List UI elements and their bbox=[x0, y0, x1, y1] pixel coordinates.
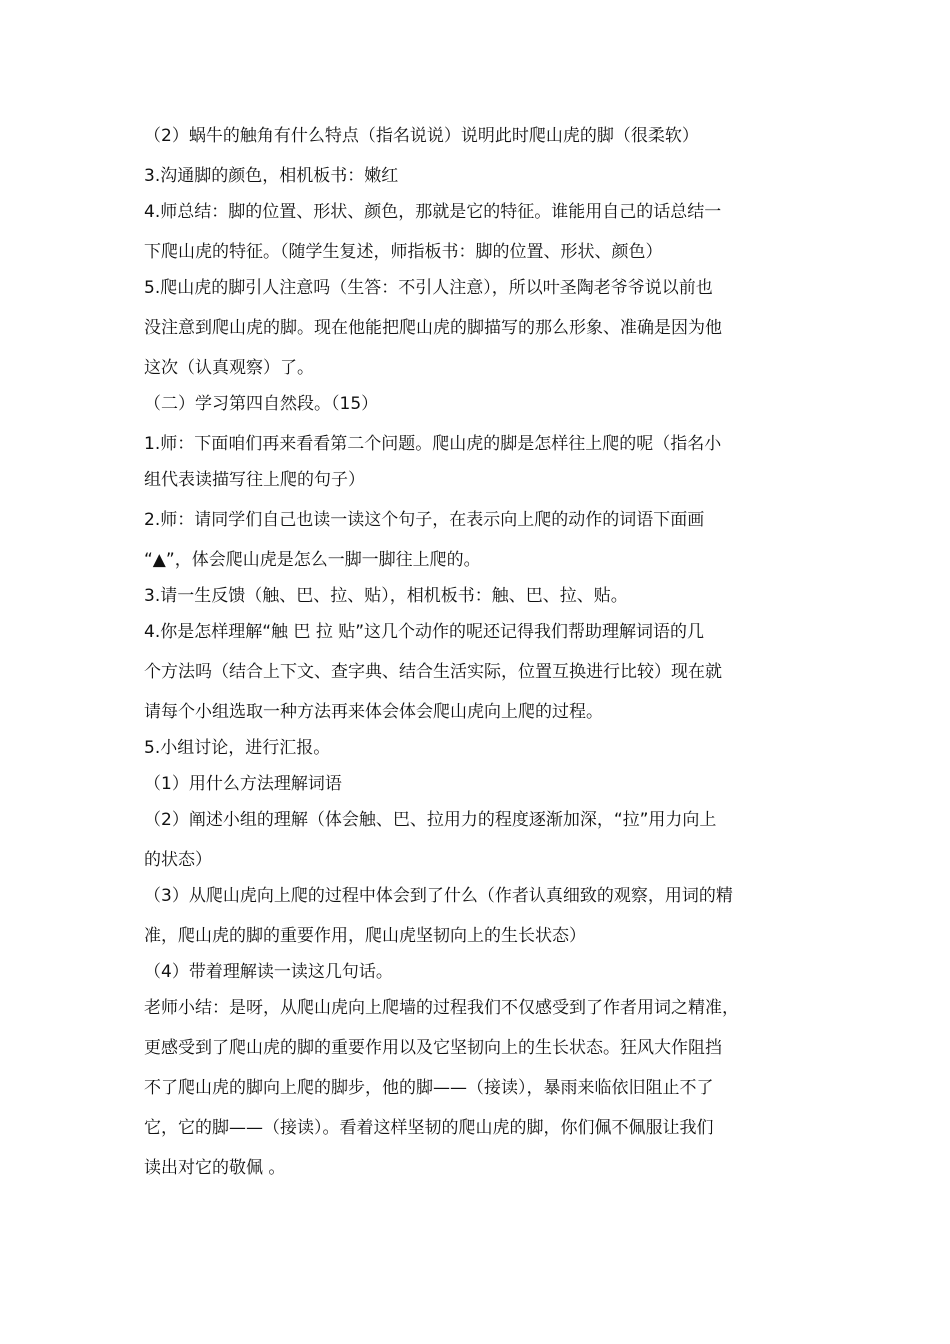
text-line: 2.师：请同学们自己也读一读这个句子，在表示向上爬的动作的词语下面画 bbox=[144, 510, 705, 530]
text-line: 的状态） bbox=[144, 850, 212, 870]
text-line: 读出对它的敬佩 。 bbox=[144, 1158, 286, 1178]
text-line: 下爬山虎的特征。（随学生复述，师指板书：脚的位置、形状、颜色） bbox=[144, 242, 663, 262]
text-line: 更感受到了爬山虎的脚的重要作用以及它坚韧向上的生长状态。狂风大作阻挡 bbox=[144, 1038, 722, 1058]
text-line: 不了爬山虎的脚向上爬的脚步，他的脚——（接读），暴雨来临依旧阻止不了 bbox=[144, 1078, 714, 1098]
text-line: “▲”，体会爬山虎是怎么一脚一脚往上爬的。 bbox=[144, 550, 481, 570]
document-body bbox=[144, 122, 814, 1194]
text-line: 准，爬山虎的脚的重要作用，爬山虎坚韧向上的生长状态） bbox=[144, 926, 586, 946]
text-line: 5.爬山虎的脚引人注意吗（生答：不引人注意），所以叶圣陶老爷爷说以前也 bbox=[144, 278, 713, 298]
text-line: （1）用什么方法理解词语 bbox=[144, 774, 342, 794]
text-line: 老师小结：是呀，从爬山虎向上爬墙的过程我们不仅感受到了作者用词之精准， bbox=[144, 998, 739, 1018]
text-line: 3.沟通脚的颜色，相机板书：嫩红 bbox=[144, 166, 399, 186]
text-line: 请每个小组选取一种方法再来体会体会爬山虎向上爬的过程。 bbox=[144, 702, 603, 722]
text-line: 它，它的脚——（接读）。看着这样坚韧的爬山虎的脚，你们佩不佩服让我们 bbox=[144, 1118, 714, 1138]
text-line: 这次（认真观察）了。 bbox=[144, 358, 314, 378]
text-line: 5.小组讨论，进行汇报。 bbox=[144, 738, 331, 758]
text-line: （2）蜗牛的触角有什么特点（指名说说）说明此时爬山虎的脚（很柔软） bbox=[144, 126, 699, 146]
text-line: （2）阐述小组的理解（体会触、巴、拉用力的程度逐渐加深，“拉”用力向上 bbox=[144, 810, 717, 830]
text-line: 1.师：下面咱们再来看看第二个问题。爬山虎的脚是怎样往上爬的呢（指名小 bbox=[144, 434, 722, 454]
text-line: 4.你是怎样理解“触 巴 拉 贴”这几个动作的呢还记得我们帮助理解词语的几 bbox=[144, 622, 705, 642]
text-line: 组代表读描写往上爬的句子） bbox=[144, 470, 365, 490]
text-line: 4.师总结：脚的位置、形状、颜色，那就是它的特征。谁能用自己的话总结一 bbox=[144, 202, 722, 222]
text-line: （3）从爬山虎向上爬的过程中体会到了什么（作者认真细致的观察，用词的精 bbox=[144, 886, 733, 906]
text-line: 3.请一生反馈（触、巴、拉、贴），相机板书：触、巴、拉、贴。 bbox=[144, 586, 628, 606]
text-line: 个方法吗（结合上下文、查字典、结合生活实际，位置互换进行比较）现在就 bbox=[144, 662, 722, 682]
section-heading: （二）学习第四自然段。（15） bbox=[144, 394, 379, 414]
text-line: 没注意到爬山虎的脚。现在他能把爬山虎的脚描写的那么形象、准确是因为他 bbox=[144, 318, 722, 338]
text-line: （4）带着理解读一读这几句话。 bbox=[144, 962, 393, 982]
